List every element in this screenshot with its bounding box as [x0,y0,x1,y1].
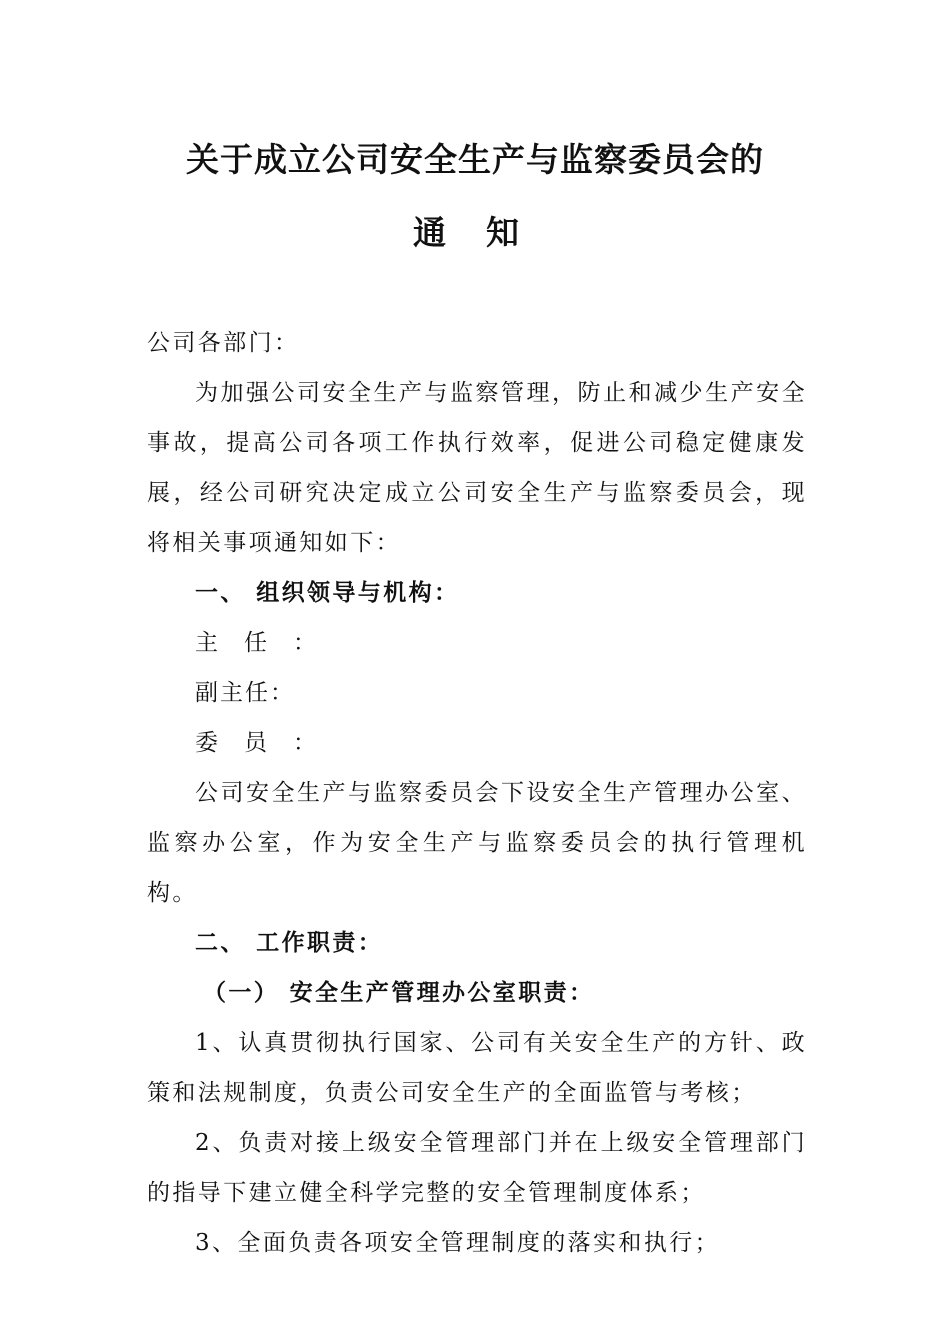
salutation: 公司各部门： [147,330,300,356]
role-member [147,718,807,768]
document-title-line1: 关于成立公司安全生产与监察委员会的 [186,140,764,179]
duty-item-1: 1、认真贯彻执行国家、公司有关安全生产的方针、政策和法规制度，负责公司安全生产的全面监管与考核； [147,1030,807,1106]
role-deputy-director-label: 副主任： [195,680,295,706]
role-member-label: 委员： [195,730,342,756]
role-director-label: 主任： [195,630,342,656]
duty-item-3: 3、全面负责各项安全管理制度的落实和执行； [195,1230,721,1256]
document-body [147,318,807,1268]
org-paragraph: 公司安全生产与监察委员会下设安全生产管理办公室、监察办公室，作为安全生产与监察委员会的执行管理机构。 [147,780,807,906]
intro-paragraph: 为加强公司安全生产与监察管理，防止和减少生产安全事故，提高公司各项工作执行效率，促进公司稳定健康发展，经公司研究决定成立公司安全生产与监察委员会，现将相关事项通知如下： [147,380,807,556]
role-director [147,618,807,668]
subsection1-heading: （一） 安全生产管理办公室职责： [203,979,595,1006]
document-title-line2: 通知 [413,213,559,252]
role-deputy-director [147,668,807,718]
section1-heading: 一、 组织领导与机构： [195,579,460,606]
duty-item-2: 2、负责对接上级安全管理部门并在上级安全管理部门的指导下建立健全科学完整的安全管理制度体系； [147,1130,807,1206]
section2-heading: 二、 工作职责： [195,929,384,956]
